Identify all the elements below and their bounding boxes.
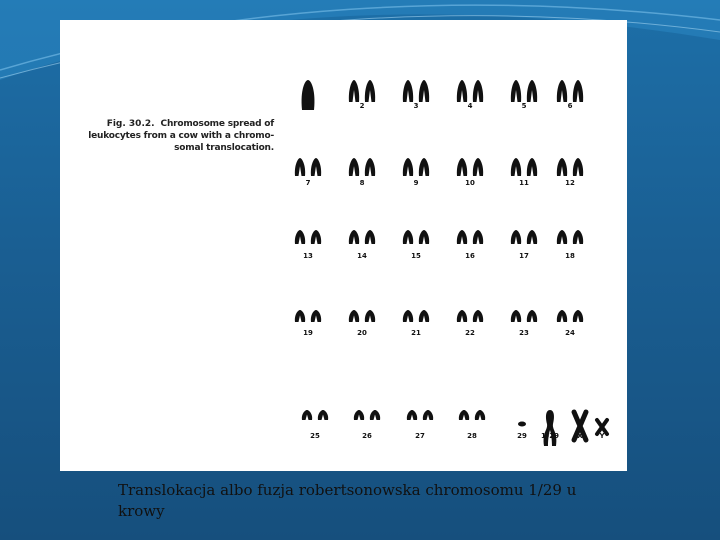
chromosome-label: 15 [411,252,421,260]
karyotype-figure [60,20,627,471]
chromosome-25 [302,410,328,420]
chromosome-9 [403,158,429,176]
chromosome-label: 19 [303,329,313,337]
slide-caption-line-2: krowy [118,502,165,520]
chromosome-13 [295,230,321,244]
chromosome-28 [459,410,485,420]
chromosome-label: 5 [521,102,527,110]
chromosome-23 [511,310,537,322]
chromosome-label: 10 [465,179,475,187]
chromosome-7 [295,158,321,176]
chromosome-5 [511,80,537,102]
chromosome-label: 8 [359,179,365,187]
chromosome-4 [457,80,483,102]
slide-caption [118,480,658,522]
chromosome-1-29 [544,410,557,446]
chromosome-label: Y [599,432,605,440]
chromosome-label: 1–29 [540,432,560,440]
chromosome-14 [349,230,375,244]
chromosome-16 [457,230,483,244]
chromosome-2 [349,80,375,102]
chromosome-label: 9 [413,179,419,187]
chromosome-11 [511,158,537,176]
chromosome-label: 2 [359,102,365,110]
chromosome-label: 29 [517,432,527,440]
chromosome-label: 22 [465,329,475,337]
chromosome-label: 3 [413,102,419,110]
figure-caption-line-2: leukocytes from a cow with a chromo- [88,131,274,141]
chromosome-29 [518,422,526,427]
figure-caption-line-3: somal translocation. [174,143,274,153]
chromosome-label: 12 [565,179,575,187]
chromosome-19 [295,310,321,322]
chromosome-12 [557,158,583,176]
chromosome-label: X [577,432,583,440]
chromosome-label: 7 [305,179,311,187]
chromosome-label: 11 [519,179,529,187]
slide-caption-line-1: Translokacja albo fuzja robertsonowska chromosomu 1/29 u [118,481,577,499]
chromosome-27 [407,410,433,420]
chromosome-22 [457,310,483,322]
chromosome-label: 16 [465,252,475,260]
chromosome-15 [403,230,429,244]
chromosome-18 [557,230,583,244]
chromosome-label: 17 [519,252,529,260]
chromosome-label: 27 [415,432,425,440]
chromosome-6 [557,80,583,102]
chromosome-label: 1 [305,102,311,110]
chromosome-label: 13 [303,252,313,260]
chromosome-label: 6 [567,102,573,110]
chromosome-label: 24 [565,329,575,337]
chromosome-label: 4 [467,102,473,110]
chromosome-8 [349,158,375,176]
chromosome-label: 23 [519,329,529,337]
chromosome-10 [457,158,483,176]
chromosome-label: 26 [362,432,372,440]
figure-caption [74,118,274,154]
chromosome-label: 14 [357,252,367,260]
figure-caption-line-1: Chromosome spread of [160,119,274,129]
chromosome-label: 25 [310,432,320,440]
chromosome-1-29-body [544,410,557,446]
chromosome-26 [354,410,380,420]
chromosome-label: 18 [565,252,575,260]
chromosome-label: 20 [357,329,367,337]
chromosome-3 [403,80,429,102]
chromosome-21 [403,310,429,322]
figure-number: Fig. 30.2. [106,119,155,129]
chromosome-20 [349,310,375,322]
chromosome-24 [557,310,583,322]
chromosome-label: 28 [467,432,477,440]
chromosome-label: 21 [411,329,421,337]
karyotype-drawing [60,20,627,471]
chromosome-17 [511,230,537,244]
chromosome-29-body [518,422,526,427]
